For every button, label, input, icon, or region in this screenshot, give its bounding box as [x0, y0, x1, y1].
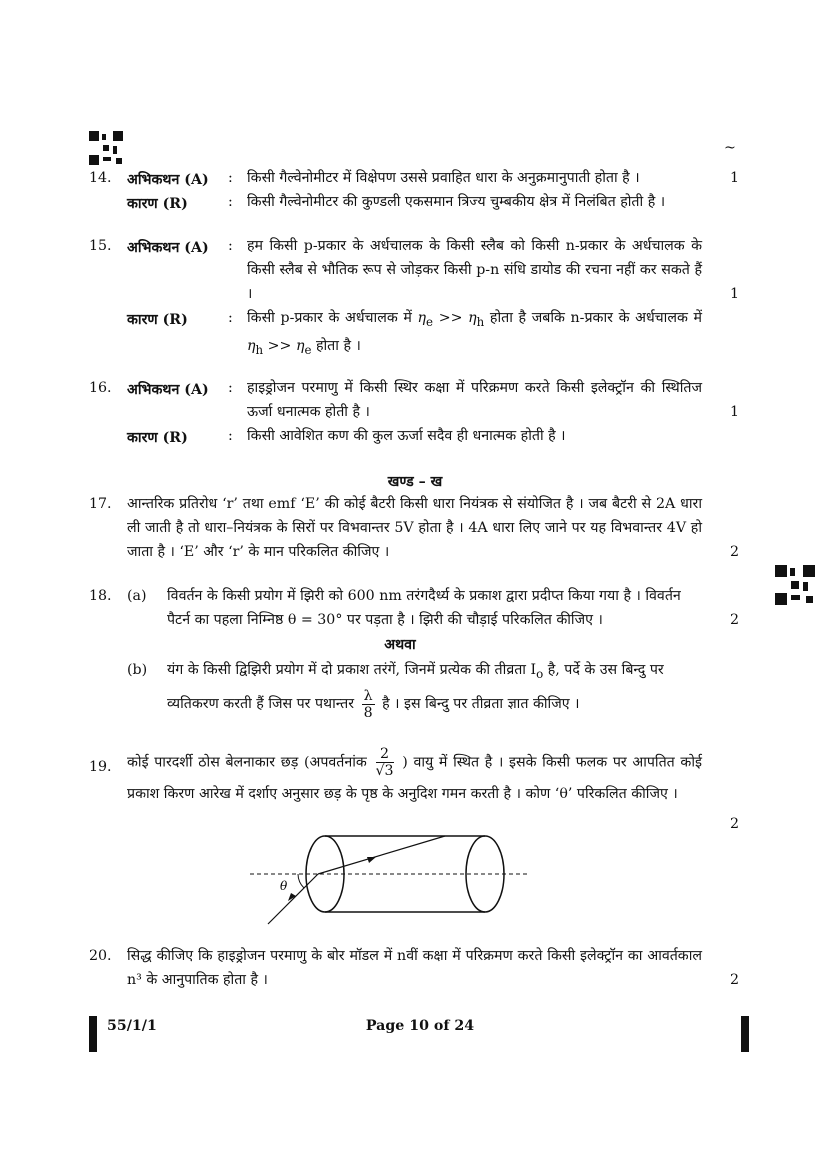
q17-text: आन्तरिक प्रतिरोध ‘r’ तथा emf ‘E’ की कोई बैटरी किसी धारा नियंत्रक से संयोजित है । जब बैटरी से 2A धारा ली जाती है तो धारा–नियंत्रक के सिरों पर विभवान्तर 5V होता है । 4A धारा लिए जाने पर यह विभवान्तर 4V हो जाता है । ‘E’ और ‘r’ के मान परिकलित कीजिए ।	[127, 496, 702, 560]
q18-part-a-text: विवर्तन के किसी प्रयोग में झिरी को 600 nm तरंगदैर्ध्य के प्रकाश द्वारा प्रदीप्त किया गया है । विवर्तन पैटर्न का पहला निम्निष्ठ θ = 30° पर पड़ता है । झिरी की चौड़ाई परिकलित कीजिए ।	[167, 588, 681, 628]
colon: :	[228, 428, 233, 444]
q16-reason-text: किसी आवेशित कण की कुल ऊर्जा सदैव ही धनात्मक होती है ।	[247, 428, 566, 444]
q16-assertion-label: अभिकथन (A)	[127, 382, 209, 398]
q15-assertion-label: अभिकथन (A)	[127, 240, 209, 256]
q14-assertion-label: अभिकथन (A)	[127, 172, 209, 188]
question-14-number: 14.	[89, 170, 112, 186]
q17-marks: 2	[730, 544, 740, 560]
qr-code-side	[775, 565, 815, 605]
q14-assertion-text: किसी गैल्वेनोमीटर में विक्षेपण उससे प्रवाहित धारा के अनुक्रमानुपाती होता है ।	[247, 170, 640, 186]
q16-marks: 1	[730, 404, 740, 420]
q19-text: कोई पारदर्शी ठोस बेलनाकार छड़ (अपवर्तनांक $\frac{2}{√3}$ ) वायु में स्थित है । इसके किसी फलक पर आपतित कोई प्रकाश किरण आरेख में दर्शाए अनुसार छड़ के पृष्ठ के अनुदिश गमन करती है । कोण ‘θ’ परिकलित कीजिए ।	[127, 746, 702, 802]
colon: :	[228, 238, 233, 254]
q18-part-b-line2: व्यतिकरण करती हैं जिस पर पथान्तर $\frac{\lambda}{8}$ है । इस बिन्दु पर तीव्रता ज्ञात कीजिए ।	[167, 687, 580, 721]
q16-assertion-text: हाइड्रोजन परमाणु में किसी स्थिर कक्षा में परिक्रमण करते किसी इलेक्ट्रॉन की स्थितिज ऊर्जा धनात्मक होती है ।	[247, 380, 702, 420]
question-20-number: 20.	[89, 948, 112, 964]
q18-marks: 2	[730, 612, 740, 628]
footer-left-bar	[89, 1016, 97, 1052]
colon: :	[228, 194, 233, 210]
q14-reason-text: किसी गैल्वेनोमीटर की कुण्डली एकसमान त्रिज्य चुम्बकीय क्षेत्र में निलंबित होती है ।	[247, 194, 666, 210]
or-separator: अथवा	[384, 637, 416, 653]
paper-code: 55/1/1	[107, 1018, 157, 1034]
q15-assertion-text: हम किसी p-प्रकार के अर्धचालक के किसी स्लैब को किसी n-प्रकार के अर्धचालक के किसी स्लैब से भौतिक रूप से जोड़कर किसी p-n संधि डायोड की रचना नहीं कर सकते हैं ।	[247, 238, 702, 302]
q16-reason-label: कारण (R)	[127, 430, 188, 446]
colon: :	[228, 380, 233, 396]
q15-marks: 1	[730, 286, 740, 302]
q14-reason-label: कारण (R)	[127, 196, 188, 212]
question-17-number: 17.	[89, 496, 112, 512]
q14-marks: 1	[730, 170, 740, 186]
colon: :	[228, 310, 233, 326]
qr-code-top	[89, 131, 123, 165]
theta-angle-arc	[298, 874, 304, 888]
cylinder-front-face	[306, 836, 344, 912]
q20-text: सिद्ध कीजिए कि हाइड्रोजन परमाणु के बोर मॉडल में nवीं कक्षा में परिक्रमण करते किसी इलेक्ट्रॉन का आवर्तकाल n³ के आनुपातिक होता है ।	[127, 948, 702, 988]
question-15-number: 15.	[89, 238, 112, 254]
refracted-ray-arrow	[367, 857, 376, 863]
refracted-ray	[318, 836, 445, 874]
q15-reason-label: कारण (R)	[127, 312, 188, 328]
q20-marks: 2	[730, 972, 740, 988]
section-title: खण्ड – ख	[387, 474, 443, 490]
q18-part-b-label: (b)	[127, 662, 148, 678]
page-number: Page 10 of 24	[365, 1018, 475, 1034]
theta-label: θ	[280, 879, 288, 893]
q19-marks: 2	[730, 816, 740, 832]
cylinder-rod-diagram	[240, 832, 540, 932]
colon: :	[228, 170, 233, 186]
header-tilde: ~	[724, 140, 736, 156]
refractive-index-fraction: $\frac{2}{√3}$	[375, 746, 394, 779]
q15-reason-text: किसी p-प्रकार के अर्धचालक में $\eta_e >> \eta_h$ होता है जबकि n-प्रकार के अर्धचालक में $\eta_h >> \eta_e$ होता है ।	[247, 310, 703, 357]
q18-part-a-label: (a)	[127, 588, 147, 604]
question-18-number: 18.	[89, 588, 112, 604]
path-difference-fraction: $\frac{\lambda}{8}$	[363, 687, 373, 721]
q18-part-b-line1: यंग के किसी द्विझिरी प्रयोग में दो प्रकाश तरंगें, जिनमें प्रत्येक की तीव्रता $I_o$ है, पर्दे के उस बिन्दु पर	[167, 662, 664, 681]
footer-right-bar	[741, 1016, 749, 1052]
question-16-number: 16.	[89, 380, 112, 396]
question-19-number: 19.	[89, 759, 112, 775]
